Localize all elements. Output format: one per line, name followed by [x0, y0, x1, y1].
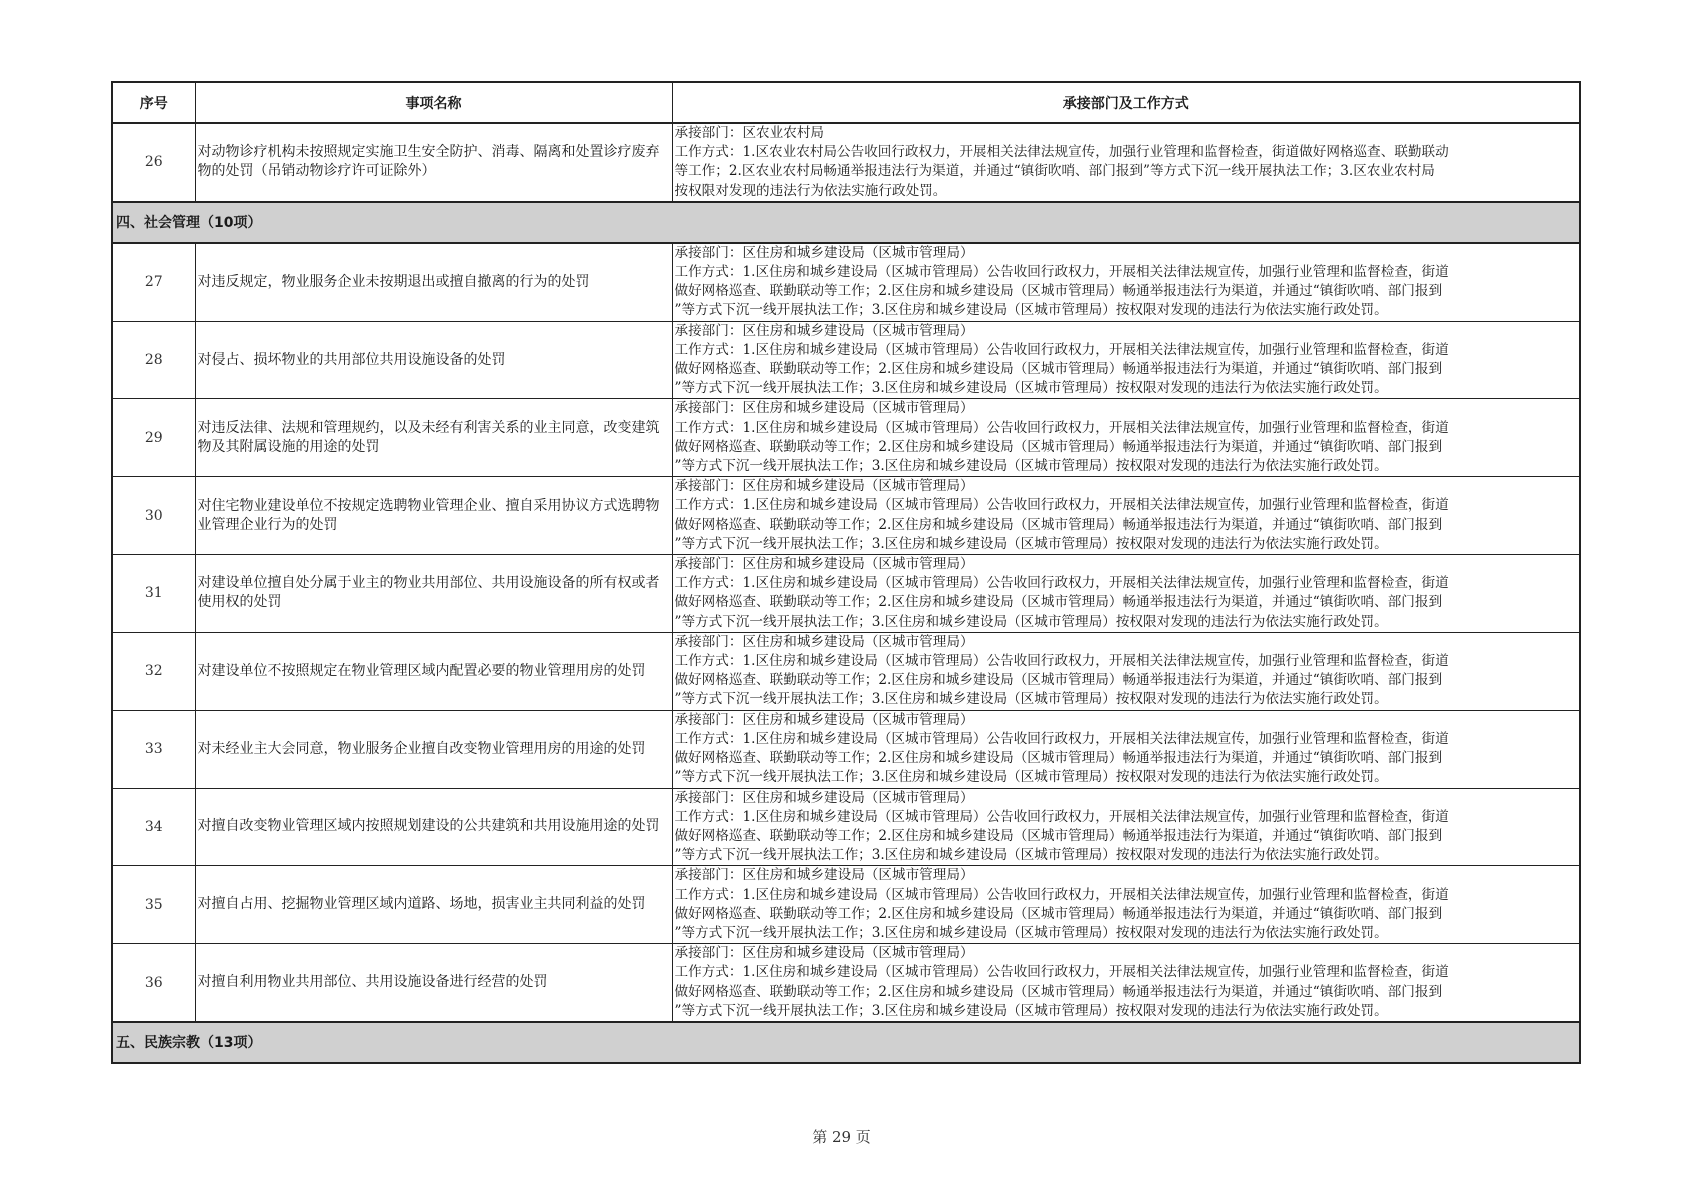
table-row: [112, 632, 1580, 710]
dept-line: 做好网格巡查、联勤联动等工作；2.区住房和城乡建设局（区城市管理局）畅通举报违法行为渠道，并通过“镇街吹哨、部门报到: [674, 827, 1443, 844]
dept-line: ”等方式下沉一线开展执法工作；3.区住房和城乡建设局（区城市管理局）按权限对发现的违法行为依法实施行政处罚。: [674, 458, 1388, 475]
dept-line: 做好网格巡查、联勤联动等工作；2.区住房和城乡建设局（区城市管理局）畅通举报违法行为渠道，并通过“镇街吹哨、部门报到: [674, 983, 1443, 1000]
dept-line: 承接部门：区住房和城乡建设局（区城市管理局）: [674, 322, 974, 339]
row-dept-method: [672, 399, 1580, 477]
dept-line: 工作方式：1.区住房和城乡建设局（区城市管理局）公告收回行政权力，开展相关法律法规宣传，加强行业管理和监督检查，街道: [674, 497, 1449, 514]
row-dept-method: [672, 632, 1580, 710]
row-item-name: 对侵占、损坏物业的共用部位共用设施设备的处罚: [195, 321, 672, 399]
row-dept-method: [672, 710, 1580, 788]
dept-line: ”等方式下沉一线开展执法工作；3.区住房和城乡建设局（区城市管理局）按权限对发现的违法行为依法实施行政处罚。: [674, 691, 1388, 708]
table-row: [112, 944, 1580, 1022]
row-item-name: 对违反规定，物业服务企业未按期退出或擅自撤离的行为的处罚: [195, 243, 672, 321]
row-item-name: 对建设单位擅自处分属于业主的物业共用部位、共用设施设备的所有权或者使用权的处罚: [195, 555, 672, 633]
row-dept-method: [672, 243, 1580, 321]
dept-line: 做好网格巡查、联勤联动等工作；2.区住房和城乡建设局（区城市管理局）畅通举报违法行为渠道，并通过“镇街吹哨、部门报到: [674, 750, 1443, 767]
row-dept-method: [672, 788, 1580, 866]
table-row: [112, 243, 1580, 321]
row-dept-method: [672, 123, 1580, 202]
header-row: [112, 82, 1580, 123]
dept-line: 承接部门：区住房和城乡建设局（区城市管理局）: [674, 711, 974, 728]
table-row: [112, 555, 1580, 633]
dept-line: 按权限对发现的违法行为依法实施行政处罚。: [674, 182, 947, 199]
dept-line: 承接部门：区住房和城乡建设局（区城市管理局）: [674, 867, 974, 884]
row-dept-method: [672, 944, 1580, 1022]
row-item-name: 对擅自占用、挖掘物业管理区域内道路、场地，损害业主共同利益的处罚: [195, 866, 672, 944]
dept-line: 做好网格巡查、联勤联动等工作；2.区住房和城乡建设局（区城市管理局）畅通举报违法行为渠道，并通过“镇街吹哨、部门报到: [674, 594, 1443, 611]
row-seq: 32: [112, 632, 195, 710]
items-table: [111, 81, 1581, 1064]
row-item-name: 对未经业主大会同意，物业服务企业擅自改变物业管理用房的用途的处罚: [195, 710, 672, 788]
dept-line: 做好网格巡查、联勤联动等工作；2.区住房和城乡建设局（区城市管理局）畅通举报违法行为渠道，并通过“镇街吹哨、部门报到: [674, 283, 1443, 300]
dept-line: 承接部门：区住房和城乡建设局（区城市管理局）: [674, 244, 974, 261]
section-title-social-management: 四、社会管理（10项）: [112, 202, 1580, 243]
dept-line: 工作方式：1.区住房和城乡建设局（区城市管理局）公告收回行政权力，开展相关法律法规宣传，加强行业管理和监督检查，街道: [674, 886, 1449, 903]
row-item-name: 对动物诊疗机构未按照规定实施卫生安全防护、消毒、隔离和处置诊疗废弃物的处罚（吊销动物诊疗许可证除外）: [195, 123, 672, 202]
table-row: [112, 710, 1580, 788]
table-row: [112, 399, 1580, 477]
row-seq: 26: [112, 123, 195, 202]
dept-line: ”等方式下沉一线开展执法工作；3.区住房和城乡建设局（区城市管理局）按权限对发现的违法行为依法实施行政处罚。: [674, 769, 1388, 786]
dept-line: 做好网格巡查、联勤联动等工作；2.区住房和城乡建设局（区城市管理局）畅通举报违法行为渠道，并通过“镇街吹哨、部门报到: [674, 905, 1443, 922]
dept-line: 承接部门：区住房和城乡建设局（区城市管理局）: [674, 400, 974, 417]
dept-line: 承接部门：区住房和城乡建设局（区城市管理局）: [674, 945, 974, 962]
row-seq: 31: [112, 555, 195, 633]
dept-line: 工作方式：1.区住房和城乡建设局（区城市管理局）公告收回行政权力，开展相关法律法规宣传，加强行业管理和监督检查，街道: [674, 808, 1449, 825]
dept-line: 承接部门：区住房和城乡建设局（区城市管理局）: [674, 478, 974, 495]
dept-line: 工作方式：1.区住房和城乡建设局（区城市管理局）公告收回行政权力，开展相关法律法规宣传，加强行业管理和监督检查，街道: [674, 264, 1449, 281]
dept-line: ”等方式下沉一线开展执法工作；3.区住房和城乡建设局（区城市管理局）按权限对发现的违法行为依法实施行政处罚。: [674, 924, 1388, 941]
dept-line: 工作方式：1.区住房和城乡建设局（区城市管理局）公告收回行政权力，开展相关法律法规宣传，加强行业管理和监督检查，街道: [674, 653, 1449, 670]
dept-line: ”等方式下沉一线开展执法工作；3.区住房和城乡建设局（区城市管理局）按权限对发现的违法行为依法实施行政处罚。: [674, 380, 1388, 397]
dept-line: 工作方式：1.区住房和城乡建设局（区城市管理局）公告收回行政权力，开展相关法律法规宣传，加强行业管理和监督检查，街道: [674, 964, 1449, 981]
row-item-name: 对擅自改变物业管理区域内按照规划建设的公共建筑和共用设施用途的处罚: [195, 788, 672, 866]
dept-line: 承接部门：区住房和城乡建设局（区城市管理局）: [674, 633, 974, 650]
dept-line: 承接部门：区住房和城乡建设局（区城市管理局）: [674, 556, 974, 573]
table-row: [112, 477, 1580, 555]
row-dept-method: [672, 477, 1580, 555]
dept-line: 工作方式：1.区住房和城乡建设局（区城市管理局）公告收回行政权力，开展相关法律法规宣传，加强行业管理和监督检查，街道: [674, 341, 1449, 358]
dept-line: 承接部门：区住房和城乡建设局（区城市管理局）: [674, 789, 974, 806]
page-number: 第 29 页: [812, 1128, 871, 1146]
row-item-name: 对违反法律、法规和管理规约，以及未经有利害关系的业主同意，改变建筑物及其附属设施的用途的处罚: [195, 399, 672, 477]
row-item-name: 对擅自利用物业共用部位、共用设施设备进行经营的处罚: [195, 944, 672, 1022]
row-seq: 33: [112, 710, 195, 788]
dept-line: ”等方式下沉一线开展执法工作；3.区住房和城乡建设局（区城市管理局）按权限对发现的违法行为依法实施行政处罚。: [674, 1002, 1388, 1019]
row-seq: 36: [112, 944, 195, 1022]
dept-line: 做好网格巡查、联勤联动等工作；2.区住房和城乡建设局（区城市管理局）畅通举报违法行为渠道，并通过“镇街吹哨、部门报到: [674, 361, 1443, 378]
dept-line: 承接部门：区农业农村局: [674, 125, 825, 141]
dept-line: 工作方式：1.区住房和城乡建设局（区城市管理局）公告收回行政权力，开展相关法律法规宣传，加强行业管理和监督检查，街道: [674, 575, 1449, 592]
dept-line: ”等方式下沉一线开展执法工作；3.区住房和城乡建设局（区城市管理局）按权限对发现的违法行为依法实施行政处罚。: [674, 613, 1388, 630]
row-item-name: 对住宅物业建设单位不按规定选聘物业管理企业、擅自采用协议方式选聘物业管理企业行为的处罚: [195, 477, 672, 555]
header-dept-method: 承接部门及工作方式: [672, 82, 1580, 123]
section-row: [112, 1022, 1580, 1063]
dept-line: 工作方式：1.区农业农村局公告收回行政权力，开展相关法律法规宣传，加强行业管理和监督检查，街道做好网格巡查、联勤联动: [674, 144, 1449, 161]
row-item-name: 对建设单位不按照规定在物业管理区域内配置必要的物业管理用房的处罚: [195, 632, 672, 710]
dept-line: 做好网格巡查、联勤联动等工作；2.区住房和城乡建设局（区城市管理局）畅通举报违法行为渠道，并通过“镇街吹哨、部门报到: [674, 516, 1443, 533]
section-row: [112, 202, 1580, 243]
table-row: [112, 123, 1580, 202]
dept-line: 等工作；2.区农业农村局畅通举报违法行为渠道，并通过“镇街吹哨、部门报到”等方式下沉一线开展执法工作；3.区农业农村局: [674, 163, 1435, 180]
section-title-ethnic-religious: 五、民族宗教（13项）: [112, 1022, 1580, 1063]
row-seq: 35: [112, 866, 195, 944]
header-item-name: 事项名称: [195, 82, 672, 123]
row-seq: 27: [112, 243, 195, 321]
table-row: [112, 866, 1580, 944]
row-seq: 28: [112, 321, 195, 399]
table-row: [112, 788, 1580, 866]
dept-line: 工作方式：1.区住房和城乡建设局（区城市管理局）公告收回行政权力，开展相关法律法规宣传，加强行业管理和监督检查，街道: [674, 730, 1449, 747]
dept-line: 做好网格巡查、联勤联动等工作；2.区住房和城乡建设局（区城市管理局）畅通举报违法行为渠道，并通过“镇街吹哨、部门报到: [674, 672, 1443, 689]
dept-line: 工作方式：1.区住房和城乡建设局（区城市管理局）公告收回行政权力，开展相关法律法规宣传，加强行业管理和监督检查，街道: [674, 419, 1449, 436]
dept-line: 做好网格巡查、联勤联动等工作；2.区住房和城乡建设局（区城市管理局）畅通举报违法行为渠道，并通过“镇街吹哨、部门报到: [674, 438, 1443, 455]
dept-line: ”等方式下沉一线开展执法工作；3.区住房和城乡建设局（区城市管理局）按权限对发现的违法行为依法实施行政处罚。: [674, 302, 1388, 319]
row-seq: 34: [112, 788, 195, 866]
dept-line: ”等方式下沉一线开展执法工作；3.区住房和城乡建设局（区城市管理局）按权限对发现的违法行为依法实施行政处罚。: [674, 535, 1388, 552]
header-seq: 序号: [112, 82, 195, 123]
row-dept-method: [672, 866, 1580, 944]
table-row: [112, 321, 1580, 399]
row-dept-method: [672, 321, 1580, 399]
dept-line: ”等方式下沉一线开展执法工作；3.区住房和城乡建设局（区城市管理局）按权限对发现的违法行为依法实施行政处罚。: [674, 847, 1388, 864]
row-dept-method: [672, 555, 1580, 633]
row-seq: 30: [112, 477, 195, 555]
row-seq: 29: [112, 399, 195, 477]
